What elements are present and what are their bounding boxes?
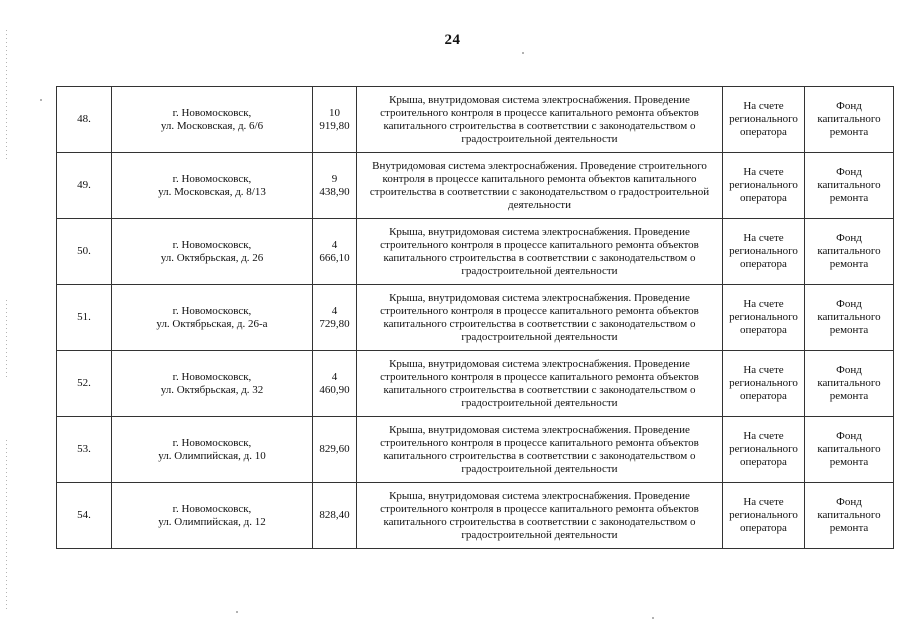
page-number: 24	[444, 32, 461, 48]
funding-account-cell: На счете регионального оператора	[723, 351, 805, 417]
address-cell	[112, 219, 313, 285]
work-description-cell: Крыша, внутридомовая система электроснабжения. Проведение строительного контроля в процессе капитального ремонта объектов капитального строительства в соответствии с законодательством о градостроительной деятельности	[357, 87, 723, 153]
address-street: ул. Октябрьская, д. 32	[160, 383, 264, 396]
amount-cell: 9 438,90	[313, 153, 357, 219]
address-city: г. Новомосковск,	[172, 436, 252, 449]
funding-source-cell: Фонд капитального ремонта	[805, 153, 894, 219]
work-description-cell: Крыша, внутридомовая система электроснабжения. Проведение строительного контроля в процессе капитального ремонта объектов капитального строительства в соответствии с законодательством о градостроительной деятельности	[357, 285, 723, 351]
row-number-cell: 54.	[57, 483, 112, 549]
row-number-cell: 52.	[57, 351, 112, 417]
amount-cell: 4 460,90	[313, 351, 357, 417]
funding-account-cell: На счете регионального оператора	[723, 87, 805, 153]
address-city: г. Новомосковск,	[172, 238, 252, 251]
funding-source-cell: Фонд капитального ремонта	[805, 219, 894, 285]
amount-cell: 829,60	[313, 417, 357, 483]
funding-account-cell: На счете регионального оператора	[723, 153, 805, 219]
scan-margin-marks	[6, 300, 7, 380]
amount-cell: 4 729,80	[313, 285, 357, 351]
funding-source-cell: Фонд капитального ремонта	[805, 285, 894, 351]
row-number-cell: 53.	[57, 417, 112, 483]
funding-source-cell: Фонд капитального ремонта	[805, 417, 894, 483]
address-street: ул. Октябрьская, д. 26	[160, 251, 264, 264]
row-number-cell: 50.	[57, 219, 112, 285]
funding-account-cell: На счете регионального оператора	[723, 285, 805, 351]
funding-source-cell: Фонд капитального ремонта	[805, 87, 894, 153]
work-description-cell: Крыша, внутридомовая система электроснабжения. Проведение строительного контроля в процессе капитального ремонта объектов капитального строительства в соответствии с законодательством о градостроительной деятельности	[357, 219, 723, 285]
funding-source-cell: Фонд капитального ремонта	[805, 483, 894, 549]
scan-margin-marks	[6, 30, 7, 160]
address-city: г. Новомосковск,	[172, 370, 252, 383]
row-number-cell: 48.	[57, 87, 112, 153]
table-row	[57, 87, 894, 153]
amount-cell: 828,40	[313, 483, 357, 549]
address-cell	[112, 285, 313, 351]
address-street: ул. Олимпийская, д. 12	[158, 515, 266, 528]
scan-speck	[522, 52, 524, 54]
scan-margin-marks	[6, 440, 7, 610]
table-row	[57, 351, 894, 417]
address-city: г. Новомосковск,	[172, 172, 252, 185]
address-cell	[112, 417, 313, 483]
address-street: ул. Олимпийская, д. 10	[158, 449, 266, 462]
table-row	[57, 285, 894, 351]
row-number-cell: 49.	[57, 153, 112, 219]
funding-account-cell: На счете регионального оператора	[723, 417, 805, 483]
work-description-cell: Крыша, внутридомовая система электроснабжения. Проведение строительного контроля в процессе капитального ремонта объектов капитального строительства в соответствии с законодательством о градостроительной деятельности	[357, 483, 723, 549]
address-cell	[112, 153, 313, 219]
address-street: ул. Октябрьская, д. 26-а	[156, 317, 268, 330]
address-street: ул. Московская, д. 6/6	[160, 119, 264, 132]
row-number-cell: 51.	[57, 285, 112, 351]
work-description-cell: Крыша, внутридомовая система электроснабжения. Проведение строительного контроля в процессе капитального ремонта объектов капитального строительства в соответствии с законодательством о градостроительной деятельности	[357, 417, 723, 483]
work-description-cell: Внутридомовая система электроснабжения. Проведение строительного контроля в процессе капитального ремонта объектов капитального строительства в соответствии с законодательством о градостроительной деятельности	[357, 153, 723, 219]
scan-speck	[40, 99, 42, 101]
scan-speck	[652, 617, 654, 619]
table-row	[57, 153, 894, 219]
amount-cell: 4 666,10	[313, 219, 357, 285]
funding-account-cell: На счете регионального оператора	[723, 219, 805, 285]
address-cell	[112, 483, 313, 549]
scan-speck	[236, 611, 238, 613]
table-row	[57, 417, 894, 483]
address-cell	[112, 351, 313, 417]
works-table	[56, 86, 894, 549]
table-body	[57, 87, 894, 549]
address-street: ул. Московская, д. 8/13	[158, 185, 266, 198]
funding-source-cell: Фонд капитального ремонта	[805, 351, 894, 417]
work-description-cell: Крыша, внутридомовая система электроснабжения. Проведение строительного контроля в процессе капитального ремонта объектов капитального строительства в соответствии с законодательством о градостроительной деятельности	[357, 351, 723, 417]
table-row	[57, 219, 894, 285]
funding-account-cell: На счете регионального оператора	[723, 483, 805, 549]
table-row	[57, 483, 894, 549]
address-cell	[112, 87, 313, 153]
address-city: г. Новомосковск,	[172, 304, 252, 317]
amount-cell: 10 919,80	[313, 87, 357, 153]
address-city: г. Новомосковск,	[172, 502, 252, 515]
address-city: г. Новомосковск,	[172, 106, 252, 119]
